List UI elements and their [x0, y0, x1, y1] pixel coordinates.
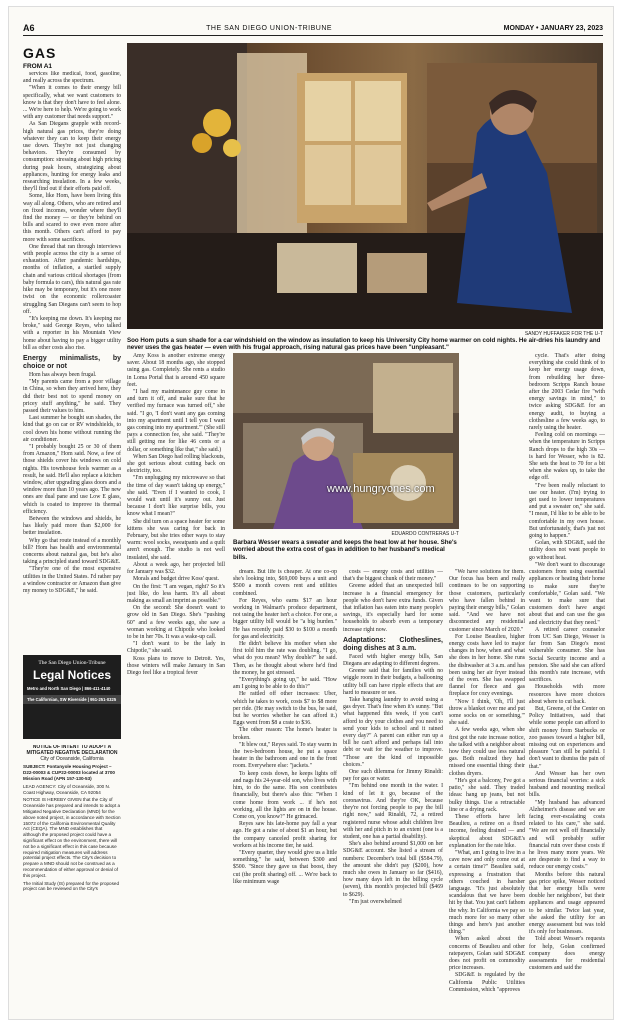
legal-contact-metro: Metro and North San Diego | 866-411-4140 — [27, 686, 111, 691]
page-number: A6 — [23, 23, 35, 33]
paragraph: Reyes saw his late-home pay fall a year ago. He got a raise of about $1 an hour, but the company canceled profit sharing for workers at his income tier, he said. — [233, 821, 337, 849]
paragraph: And Wesser has her own serious financial worries: a sick husband and mounting medical bills. — [529, 770, 605, 799]
paragraph: "I've been really reluctant to use our heater. (I'm) trying to get used to lower temperatures and put a sweater on," she said. "I mean, I'd like to be able to be comfortable in my own house. But unfortunately, that's just not going to happen." — [529, 482, 605, 540]
paragraph: "I'm unplugging my microwave so that the time of day wasn't taking up energy," she said. "Even if I wanted to cook, I would wait until it's sunny out. Just because I don't like surprise bills, you know what I mean?" — [127, 475, 225, 518]
legal-contact-riverside: The Californian, SW Riverside | 951-251-0325 — [23, 695, 121, 704]
paragraph: "I probably bought 25 or 30 of them from Amazon," Hom said. Now, a few of those shields cover his windows on cold nights. His townhouse feels warmer as a result, he said. He'll also replace a kitchen window, after upgrading glass doors and a window more than 10 years ago. The new ones are dual pane and use Low E glass, which is coated to improve its thermal efficiency. — [23, 443, 121, 515]
article-column-five — [449, 569, 525, 1019]
notice-subject: SUBJECT: Fontanyole Housing Project – D22-00003 & CUP22-00003 located at 3700 Mission Road (APN 157-130-53) — [23, 764, 115, 781]
article-column-4 — [343, 569, 443, 1019]
paragraph: Koss plans to move to Detroit. Yes, those winters will make January in San Diego feel like a tropical fever — [127, 655, 225, 676]
article-column-2 — [127, 353, 225, 1019]
paragraph: Take hanging laundry to avoid using a gas dryer. That's fine when it's sunny. "But what happened this week, if you can't afford to dry your clothes and you need to send your kids to school and it rained every day?" A parent can either run up a bill he can't afford and perhaps fall into debt or wait for the weather to improve. "Those are the kind of impossible choices." — [343, 697, 443, 768]
paragraph: On the second: She doesn't want to grow old in San Diego. She's "pushing 60" and a few weeks ago, she saw a woman working at Chipotle who looked to be in her 70s. It was a wake-up call. — [127, 605, 225, 640]
paragraph: cycle. That's after doing everything she could think of to keep her energy usage down, from rebuilding her three-bedroom Scripps Ranch house after the 2003 Cedar fire "with energy savings in mind," to twice asking SDG&E for an energy audit, to buying a clothesline a few weeks ago, to rarely using the heater. — [529, 353, 605, 432]
paragraph: The other reason: The home's heater is broken. — [233, 727, 337, 741]
paragraph: SDG&E is regulated by the California Public Utilities Commission, which "approves — [449, 972, 525, 993]
second-photo-caption: Barbara Wesser wears a sweater and keeps the heat low at her house. She's worried about the extra cost of gas in addition to her husband's medical bills. — [233, 539, 457, 561]
second-photo — [233, 353, 459, 529]
second-photo-credit: EDUARDO CONTRERAS U-T — [391, 531, 459, 537]
legal-title: Legal Notices — [32, 668, 112, 682]
main-photo-caption: Soo Hom puts a sun shade for a car windshield on the window as insulation to keep his University City home warmer on cold nights. He air-dries his laundry and never uses the gas heater — even with his frugal approach, rising natural gas prices have been "unpleasant." — [127, 337, 601, 352]
paragraph: "We have solutions for them. Our focus has been and really continues to be on supporting those customers, particularly who have fallen behind in paying their energy bills," Golan said. "And we have not disconnected any residential customer since March of 2020." — [449, 569, 525, 633]
legal-masthead: The San Diego Union-Tribune — [38, 660, 106, 666]
subhead-adaptations: Adaptations: Clotheslines, doing dishes at 3 a.m. — [343, 636, 443, 652]
paragraph: Last summer he bought sun shades, the kind that go on car or RV windshields, to cool down his home without running the air conditioner. — [23, 415, 121, 443]
paragraph: "Everything's going up," he said. "How am I going to be able to do this?" — [233, 677, 337, 691]
legal-notice-text — [23, 745, 121, 1019]
paragraph: A retired career counselor from UC San Diego, Wesser is far from San Diego's most vulnerable consumer. She has Social Security income and a pension. She said she can afford this month's rate increase, with sacrifices. — [529, 626, 605, 684]
subhead-energy-minimalists: Energy minimalists, by choice or not — [23, 354, 121, 370]
page-date: MONDAY • JANUARY 23, 2023 — [503, 24, 603, 32]
paragraph: She's also behind around $1,000 on her SDG&E account. She listed a stream of numbers: December's total bill ($584.79), the amount she didn't pay ($200), how much she owes in January so far ($416), how many days left in the billing cycle (seven), this month's projected bill ($469 to $629). — [343, 841, 443, 898]
section-kicker: GAS — [23, 45, 57, 61]
paragraph: Households with more resources have more choices about where to cut back. — [529, 684, 605, 705]
paragraph: She did turn on a space heater for some kittens she was caring for back in February, but she tries other ways to stay warm: wool socks, sweatpants and a quilt aren't enough. The studio is not well insulated, she said. — [127, 518, 225, 561]
watermark: www.hungryones.com — [327, 483, 435, 495]
article-column-1 — [23, 71, 121, 647]
paragraph: "We don't want to discourage customers from using essential appliances or heating their home to make sure they're comfortable," Golan said. "We want to make sure that customers don't have angst about that and can use the gas and electricity that they need." — [529, 561, 605, 626]
main-photo-credit: SANDY HUFFAKER FOR THE U-T — [524, 331, 603, 337]
paragraph: To keep costs down, he keeps lights off and nags his 24-year-old son, who lives with him, to do the same. His son contributes financially, but there's also this: "When I come home from work ... if he's not working, all the lights are on in the house. Come on, you know?" He grimaced. — [233, 770, 337, 820]
notice-city: City of Oceanside, California — [40, 755, 104, 762]
paragraph: Morals and budget drive Koss' quest. — [133, 576, 220, 583]
newspaper-page — [8, 6, 614, 1020]
paragraph: Feeling cold on mornings — when the temperature in Scripps Ranch drops to the high 30s — is hard for Wesser, who is 82. She sets the heat to 70 for a bit when she wakes up, to take the edge off. — [529, 432, 605, 482]
paragraph: "I don't want to be the lady in Chipotle," she said. — [127, 641, 225, 655]
paragraph: On the first: "I am vegan, right? So it's just like, do less harm. It's all about making as small an imprint as possible." — [127, 583, 225, 604]
paragraph: Months before this natural gas price spike, Wesser noticed that her energy bills were double her neighbors', but their appliances and usage appeared to be similar. Twice last year, she asked the utility for an energy assessment but was told it's only for businesses. — [529, 871, 605, 936]
article-column-6 — [529, 353, 605, 1019]
paragraph: costs — energy costs and utilities — that's the biggest chunk of their money." — [343, 569, 443, 583]
paragraph: Amy Koss is another extreme energy saver. About 18 months ago, she stopped using gas. Completely. She rents a studio in Loma Portal that is around 450 square feet. — [127, 353, 225, 388]
paragraph: "It blew out," Reyes said. To stay warm in the two-bedroom house, he put a space heater in the bathroom and one in the front room. Everywhere else: "jackets." — [233, 741, 337, 770]
paragraph: These efforts have left Beaulieu, a retiree on a fixed income, feeling drained — and skeptical about SDG&E's explanation for the rate hike. — [449, 813, 525, 849]
paragraph: "They're one of the most expensive utilities in the United States. I'd rather pay a window contractor or Amazon than give my money to SDG&E," he said. — [23, 566, 121, 595]
paragraph: He rattled off other increases: Uber, which he takes to work, costs $7 to $8 more per ride. (He may switch to the bus, he said, but he worries whether he can afford it.) Eggs went from $8 a crate to $36. — [233, 691, 337, 727]
paragraph: He didn't believe his mother when she first told him the rate was doubling. "I go, what do you mean? Why double?" he said. Then, as he thought about where he'd find the money, he got stressed. — [233, 641, 337, 676]
paragraph: Some, like Hom, have been living this way all along. Others, who are retired and on fixed incomes, wonder where they'll find the money — or they're behind on bills and scared to owe even more after this month. Others can't afford to pay more with some sacrifices. — [23, 193, 121, 243]
page-header — [23, 21, 603, 36]
paragraph: "Now I think, 'Oh, I'll just throw a blanket over me and put some socks on or something,'" she said. — [449, 698, 525, 727]
paragraph: Why go that route instead of a monthly bill? Hom has health and environmental concerns about natural gas, but he's also taking a principled stand toward SDG&E. — [23, 537, 121, 566]
notice-heading: NOTICE OF INTENT TO ADOPT A MITIGATED NEGATIVE DECLARATION — [26, 745, 118, 756]
paragraph: As San Diegans grapple with record-high natural gas prices, they're doing whatever they can to keep their energy use down. They're not just changing behaviors. They're consumed by consumption: stressing about high pricing during peak hours, strategizing about appliances, hunting for energy leaks and researching insulation. In a few weeks, they'll find out if their efforts paid off. — [23, 121, 121, 193]
paragraph: Faced with higher energy bills, San Diegans are adapting to different degrees. — [343, 653, 443, 668]
notice-lead-agency: LEAD AGENCY: City of Oceanside, 300 N. Coast Highway, Oceanside, CA 92054 — [23, 783, 111, 795]
notice-tail: The Initial Study (IS) prepared for the proposed project can be reviewed on the City's — [23, 880, 120, 892]
article-column-3 — [233, 569, 337, 1019]
paragraph: One thread that ran through interviews with people across the city is a sense of exhaustion. After pandemic hardships, months of inflation, a startled supply chain and various critical shortages (from baby formula to cars), this natural gas rate hike may be temporary, but it's one more twist on the economic rollercoaster struggling San Diegans can't seem to hop off. — [23, 243, 121, 315]
paragraph: "My parents came from a poor village in China, so when they arrived here, they did their best not to spend money on pricey stuff anything," he said. They passed their values to him. — [23, 379, 121, 414]
paragraph: Between the windows and shields, he has likely paid more than $2,000 for better insulation. — [23, 515, 121, 537]
paragraph: "What, am I going to live in a cave now and only come out at a certain time?" Beaulieu said, expressing a frustration that others couched in harsher language. "It's just absolutely scandalous that we have been hit by that. You just can't fathom the why. In California we pay so much more for so many other things and here's just another thing." — [449, 849, 525, 936]
paragraph: "Every quarter, they would give us a little something," he said, between $300 and $500. "Since they gave us that boost, they cut (the profit sharing) off. ... We're back to like minimum wage — [233, 849, 337, 885]
paragraph: services like medical, food, gasoline, and really across the spectrum. — [23, 71, 121, 85]
paragraph: Golan, with SDG&E, said the utility does not want people to go without heat. — [529, 540, 605, 561]
paragraph: Greene added that an unexpected bill increase is a financial emergency for people who don't have extra funds. Given that inflation has eaten into many people's savings, it's especially hard for some households to absorb even a temporary increase right now. — [343, 583, 443, 633]
paragraph: dream. But life is cheaper. At one co-op she's looking into, $69,000 buys a unit and $500 a month covers rent and utilities combined. — [233, 569, 337, 597]
paragraph: Hom has always been frugal. — [29, 371, 97, 378]
paragraph: "He's got a balcony, I've got a patio," she said. They traded ideas: hang up jeans, but not bulky things. Use a retractable line or a drying rack. — [449, 777, 525, 813]
paragraph: Told about Wesser's requests for help, Golan confirmed company does energy assessments for residential customers and said the — [529, 936, 605, 972]
paragraph: "It's keeping me down. It's keeping me broke," said George Reyes, who talked with a reporter in his Mountain View home about having to pay a bigger utility bill as other costs also rise. — [23, 315, 121, 351]
paragraph: For Reyes, who earns $17 an hour working in Walmart's produce department, not using the heater isn't a choice. For one, a bigger utility bill would be "a big burden." He has recently paid $30 to $100 a month for gas and electricity. — [233, 597, 337, 640]
paragraph: Greene said that for families with no wiggle room in their budgets, a ballooning utility bill can have ripple effects that are hard to measure or see. — [343, 668, 443, 696]
paragraph: One such dilemma for Jimmy Rinaldi: pay for gas or water. — [343, 769, 443, 783]
paragraph: "When it comes to their energy bill specifically, what we want customers to know is that they don't have to feel alone. ... We're here to help. We're going to work with any customer that needs support." — [23, 85, 121, 121]
paragraph: "My husband has advanced Alzheimer's disease and we are facing ever-escalating costs related to his care," she said. "We are not well off financially and will probably suffer financial ruin over these costs if he lives many more years. We are desperate to find a way to reduce our energy costs." — [529, 799, 605, 871]
paragraph: About a week ago, her projected bill for January was $32. — [127, 561, 225, 576]
paragraph: "I'm just overwhelmed — [349, 898, 402, 905]
paragraph: "I had my maintenance guy come in and turn it off, and make sure that he verified my furnace was turned off," she said. "I go, 'I don't want any gas coming into my apartment until I tell you I want gas coming into my apartment.'" (She still pays a connection fee, she said. "They're still getting me for like 46 cents or a dollar, or something like that," she said.) — [127, 389, 225, 453]
from-line: FROM A1 — [23, 63, 53, 70]
paper-name: THE SAN DIEGO UNION-TRIBUNE — [206, 24, 333, 32]
paragraph: For Louise Beaulieu, higher energy costs have led to major changes in how, when and what she does in her home. She runs the dishwasher at 3 a.m. and has been using her air fryer instead of the oven. She has swapped flannel for fleece and gas fireplace for cozy evenings. — [449, 633, 525, 698]
paragraph: But, Greene, of the Center on Policy Initiatives, said that while some people can afford to shift money from Starbucks or zoo passes toward a higher bill, missing out on experiences and pleasure "can still be painful. I don't want to dismiss the pain of that." — [529, 705, 605, 770]
paragraph: When San Diego had rolling blackouts, she got serious about cutting back on electricity, too. — [127, 453, 225, 475]
legal-notices-box — [23, 655, 121, 739]
paragraph: A few weeks ago, when she first got the rate increase notice, she talked with a neighbor about how they could use less natural gas. Both realized they had missed one essential thing: their clothes dryers. — [449, 727, 525, 777]
main-photo — [127, 43, 603, 329]
paragraph: When asked about the concerns of Beaulieu and other ratepayers, Golan said SDG&E does not profit on commodity price increases. — [449, 936, 525, 972]
notice-body: NOTICE IS HEREBY GIVEN that the City of Oceanside has prepared and intends to adopt a Mitigated Negative Declaration (MND) for the above noted project, in accordance with Section 15072 of the California Environmental Quality Act (CEQA). The MND establishes that although the proposed project could have a significant effect on the environment, there will not be a significant effect in this case because required mitigation measures will address potential project effects. The City's decision to prepare a MND should not be construed as a recommendation of either approval or denial of this project. — [23, 797, 121, 878]
paragraph: "I'm behind one month in the water. I kind of let it go, because of the coronavirus. And they're OK, because they're not forcing people to pay the bill right now," said Rinaldi, 72, a retired registered nurse whose adult children live with her and pitch in to an extent (one is a student, one has a partial disability). — [343, 783, 443, 840]
